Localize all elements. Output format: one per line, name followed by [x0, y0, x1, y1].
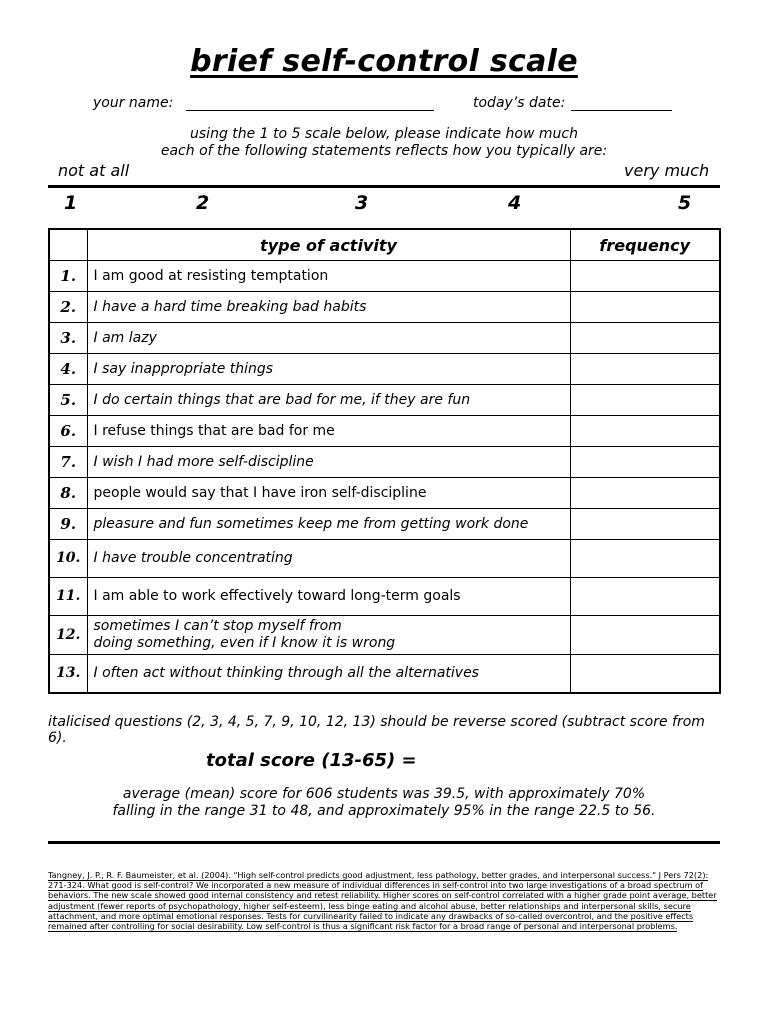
scale-number: 2	[196, 192, 210, 214]
scale-high-label: very much	[624, 161, 710, 180]
item-statement: pleasure and fun sometimes keep me from getting work done	[87, 509, 570, 540]
item-number: 6.	[49, 416, 87, 447]
item-number: 1.	[49, 261, 87, 292]
frequency-header: frequency	[570, 229, 720, 261]
frequency-cell[interactable]	[570, 540, 720, 578]
item-number: 7.	[49, 447, 87, 478]
table-row	[49, 616, 720, 655]
frequency-cell[interactable]	[570, 578, 720, 616]
item-number: 4.	[49, 354, 87, 385]
table-row	[49, 447, 720, 478]
page-title: brief self-control scale	[190, 44, 578, 79]
instruction-line-2: each of the following statements reflects how you typically are:	[160, 143, 608, 159]
table-row	[49, 292, 720, 323]
scale-number: 3	[355, 192, 369, 214]
average-line-1: average (mean) score for 606 students was 39.5, with approximately 70%	[122, 786, 646, 802]
frequency-cell[interactable]	[570, 385, 720, 416]
item-statement-line: sometimes I can’t stop myself from	[93, 618, 342, 634]
item-number: 10.	[49, 540, 87, 578]
item-statement: I am good at resisting temptation	[87, 261, 570, 292]
item-number: 13.	[49, 655, 87, 693]
frequency-cell[interactable]	[570, 323, 720, 354]
scale-number: 1	[64, 192, 78, 214]
instruction-line-1: using the 1 to 5 scale below, please indicate how much	[190, 126, 578, 142]
table-row	[49, 416, 720, 447]
table-row	[49, 578, 720, 616]
item-statement: I am able to work effectively toward long-term goals	[87, 578, 570, 616]
table-row	[49, 261, 720, 292]
item-number: 3.	[49, 323, 87, 354]
frequency-cell[interactable]	[570, 616, 720, 655]
date-field[interactable]	[571, 96, 672, 111]
item-number: 8.	[49, 478, 87, 509]
item-statement-line: doing something, even if I know it is wrong	[93, 635, 396, 651]
item-statement	[87, 616, 570, 655]
item-statement: I am lazy	[87, 323, 570, 354]
item-number: 2.	[49, 292, 87, 323]
citation	[48, 870, 718, 931]
scale-low-label: not at all	[58, 161, 130, 180]
item-statement: I wish I had more self-discipline	[87, 447, 570, 478]
table-row	[49, 323, 720, 354]
frequency-cell[interactable]	[570, 509, 720, 540]
frequency-cell[interactable]	[570, 416, 720, 447]
item-statement: I often act without thinking through all the alternatives	[87, 655, 570, 693]
item-statement: I do certain things that are bad for me, if they are fun	[87, 385, 570, 416]
item-statement: I have a hard time breaking bad habits	[87, 292, 570, 323]
scale-number: 4	[508, 192, 522, 214]
item-statement: I say inappropriate things	[87, 354, 570, 385]
table-header-row	[49, 229, 720, 261]
table-row	[49, 540, 720, 578]
item-number: 5.	[49, 385, 87, 416]
item-statement: people would say that I have iron self-discipline	[87, 478, 570, 509]
activity-header: type of activity	[87, 229, 570, 261]
scale-rule	[48, 185, 720, 188]
total-score-label: total score (13-65) =	[206, 750, 417, 771]
divider	[48, 841, 720, 844]
table-row	[49, 478, 720, 509]
table-row	[49, 385, 720, 416]
scale-number: 5	[678, 192, 692, 214]
citation-text: Tangney, J. P., R. F. Baumeister, et al. (2004). "High self-control predicts good adjustment, less pathology, better grades, and interpersonal success." J Pers 72(2): 271-324. What good is self-control? We incorporated a new measure of individual differences in self-control into two large investigations of a broad spectrum of behaviors. The new scale showed good internal consistency and retest reliability. Higher scores on self-control correlated with a higher grade point average, better adjustment (fewer reports of psychopathology, higher self-esteem), less binge eating and alcohol abuse, better relationships and interpersonal skills, secure attachment, and more optimal emotional responses. Tests for curvilinearity failed to indicate any drawbacks of so-called overcontrol, and the positive effects remained after controlling for social desirability. Low self-control is thus a significant risk factor for a broad range of personal and interpersonal problems.	[48, 870, 717, 932]
frequency-cell[interactable]	[570, 447, 720, 478]
frequency-cell[interactable]	[570, 292, 720, 323]
name-label: your name:	[93, 95, 174, 111]
frequency-cell[interactable]	[570, 261, 720, 292]
number-header	[49, 229, 87, 261]
item-number: 12.	[49, 616, 87, 655]
item-number: 11.	[49, 578, 87, 616]
reverse-scoring-note: italicised questions (2, 3, 4, 5, 7, 9, 10, 12, 13) should be reverse scored (subtract score from 6).	[48, 714, 705, 746]
date-label: today’s date:	[473, 95, 566, 111]
average-line-2: falling in the range 31 to 48, and approximately 95% in the range 22.5 to 56.	[112, 803, 656, 819]
activity-table	[48, 228, 721, 694]
frequency-cell[interactable]	[570, 478, 720, 509]
name-field[interactable]	[186, 96, 434, 111]
item-statement: I refuse things that are bad for me	[87, 416, 570, 447]
frequency-cell[interactable]	[570, 655, 720, 693]
frequency-cell[interactable]	[570, 354, 720, 385]
table-row	[49, 509, 720, 540]
item-statement: I have trouble concentrating	[87, 540, 570, 578]
table-row	[49, 655, 720, 693]
item-number: 9.	[49, 509, 87, 540]
table-row	[49, 354, 720, 385]
